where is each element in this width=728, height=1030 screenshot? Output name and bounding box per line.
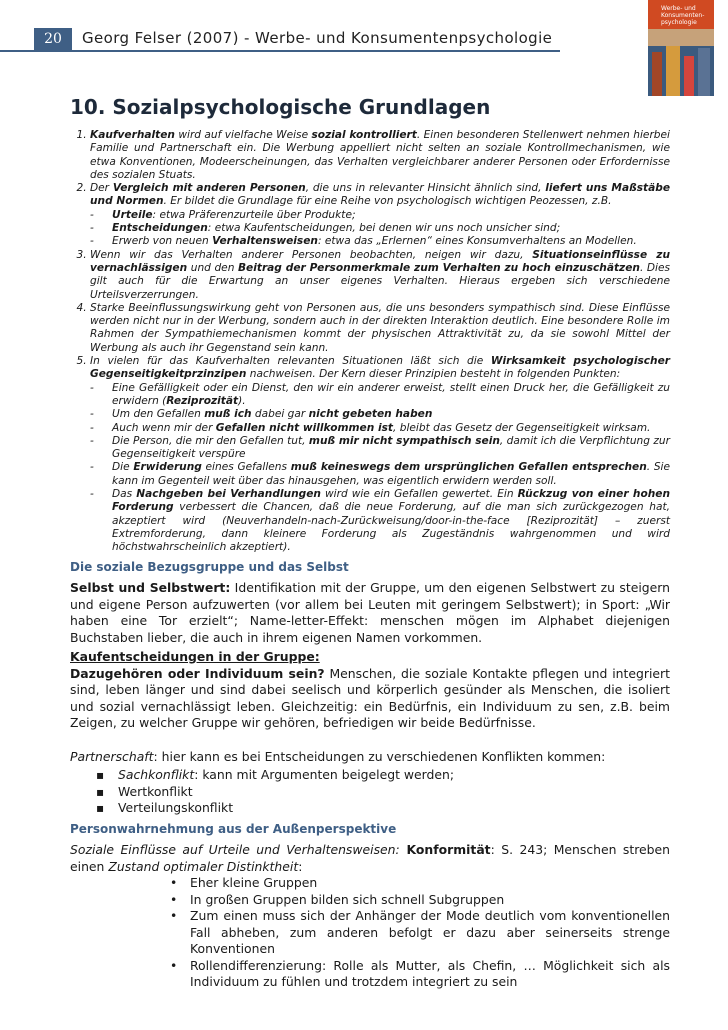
cover-building [684, 56, 694, 96]
summary-list [70, 129, 670, 555]
sub-list-item: - Das Nachgeben bei Verhandlungen wird wie ein Gefallen gewertet. Ein Rückzug von einer hohen Forderung verbessert die Chancen, daß die neue Forderung, auf die man sich zurückgezogen hat, akzeptiert wird (Neuverhandeln-nach-Zurückweisung/door-in-the-face [Reziprozität] – zuerst Extremforderung, dann kleinere Forderung als Zugeständnis wahrgenommen und wird höchstwahrscheinlich akzeptiert). [112, 488, 670, 554]
section-heading: Die soziale Bezugsgruppe und das Selbst [70, 559, 349, 574]
header-rule [0, 50, 560, 52]
sub-list-item: - Eine Gefälligkeit oder ein Dienst, den wir ein anderer erweist, stellt einen Druck her, die Gefälligkeit zu erwidern (Reziprozität). [112, 382, 670, 409]
sub-list-item: - Die Erwiderung eines Gefallens muß keineswegs dem ursprünglichen Gefallen entsprechen. Sie kann im Gegenteil weit über das hinausgehen, was eigentlich erwidern werden soll. [112, 461, 670, 488]
paragraph-partnerschaft: Partnerschaft: hier kann es bei Entscheidungen zu verschiedenen Konflikten kommen: [70, 748, 606, 764]
page-number: 20 [34, 28, 72, 50]
section-social-group [70, 559, 670, 817]
sub-list [90, 382, 670, 555]
list-item: ▪ Wertkonflikt [118, 784, 670, 801]
subheading-kaufentscheidungen: Kaufentscheidungen in der Gruppe: [70, 649, 320, 664]
cover-building [698, 48, 710, 96]
list-item: • Eher kleine Gruppen [190, 875, 670, 892]
page-content [70, 95, 670, 991]
list-item: 5. In vielen für das Kaufverhalten relevanten Situationen läßt sich die Wirksamkeit psychologischer Gegenseitigkeitprzinzipen nachweisen. Der Kern dieser Prinzipien besteht in folgenden Punkten: - Eine Gefälligkeit oder ein Dienst, den wir ein anderer erweist, stellt einen Druck her, die Gefälligkeit zu erwidern (Reziprozität). - Um den Gefallen muß ich dabei gar nicht gebeten haben - Auch wenn mir der Gefallen nicht willkommen ist, bleibt das Gesetz der Gegenseitigkeit wirksam. - Die Person, die mir den Gefallen tut, muß mir nicht sympathisch sein, damit ich die Verpflichtung zur Gegenseitigkeit verspüre - Die Erwiderung eines Gefallens muß keineswegs dem ursprünglichen Gefallen entsprechen. Sie kann im Gegenteil weit über das hinausgehen, was eigentlich erwidern werden soll. - Das Nachgeben bei Verhandlungen wird wie ein Gefallen gewertet. Ein Rückzug von einer hohen Forderung verbessert die Chancen, daß die neue Forderung, auf die man sich zurückgezogen hat, akzeptiert wird (Neuverhandeln-nach-Zurückweisung/door-in-the-face [Reziprozität] – zuerst Extremforderung, dann kleinere Forderung als Zugeständnis wahrgenommen und wird höchstwahrscheinlich akzeptiert). [90, 355, 670, 554]
book-cover-image [648, 0, 714, 96]
list-item: 2. Der Vergleich mit anderen Personen, die uns in relevanter Hinsicht ähnlich sind, liefert uns Maßstäbe und Normen. Er bildet die Grundlage für eine Reihe von psychologisch wichtigen Peozessen, z.B. - Urteile: etwa Präferenzurteile über Produkte; - Entscheidungen: etwa Kaufentscheidungen, bei denen wir uns noch unsicher sind; - Erwerb von neuen Verhaltensweisen: etwa das „Erlernen“ eines Konsumverhaltens an Modellen. [90, 182, 670, 248]
list-item: 3. Wenn wir das Verhalten anderer Personen beobachten, neigen wir dazu, Situationseinflüsse zu vernachlässigen und den Beitrag der Personmerkmale zum Verhalten zu hoch einzuschätzen. Dies gilt auch für die Erwartung an unser eigenes Verhalten. Hieraus ergeben sich verschiedene Urteilsverzerrungen. [90, 249, 670, 302]
list-item: ▪ Sachkonflikt: kann mit Argumenten beigelegt werden; [118, 767, 670, 784]
numbered-list [70, 129, 670, 555]
section-heading: Personwahrnehmung aus der Außenperspektive [70, 821, 397, 836]
sub-list-item: - Urteile: etwa Präferenzurteile über Produkte; [112, 209, 670, 222]
paragraph-selbstwert: Selbst und Selbstwert: Identifikation mit der Gruppe, um den eigenen Selbstwert zu steigern und eigene Person aufzuwerten (vor allem bei Leuten mit geringem Selbstwert); in Sport: „Wir haben eine Tor erzielt“; Name-letter-Effekt: menschen mögen im Alphabet diejenigen Buchstaben lieber, die auch in ihrem eigenen Namen vorkommen. [70, 580, 670, 645]
sub-list-item: - Um den Gefallen muß ich dabei gar nicht gebeten haben [112, 408, 670, 421]
list-item: • In großen Gruppen bilden sich schnell Subgruppen [190, 892, 670, 909]
chapter-title: 10. Sozialpsychologische Grundlagen [70, 95, 491, 119]
list-item: • Rollendifferenzierung: Rolle als Mutter, als Chefin, … Möglichkeit sich als Individuum zu fühlen und trotzdem integriert zu sein [190, 958, 670, 991]
cover-title: Werbe- und Konsumenten- psychologie [661, 5, 705, 26]
sub-list-item: - Die Person, die mir den Gefallen tut, muß mir nicht sympathisch sein, damit ich die Verpflichtung zur Gegenseitigkeit verspüre [112, 435, 670, 462]
list-item: • Zum einen muss sich der Anhänger der Mode deutlich vom konventionellen Fall abheben, zum anderen befolgt er dazu aber seinerseits strenge Konventionen [190, 908, 670, 958]
sub-list-item: - Erwerb von neuen Verhaltensweisen: etwa das „Erlernen“ eines Konsumverhaltens an Modellen. [112, 235, 670, 248]
list-item: 1. Kaufverhalten wird auf vielfache Weise sozial kontrolliert. Einen besonderen Stellenwert nehmen hierbei Familie und Partnerschaft ein. Die Werbung appelliert nicht selten an soziale Kontrollmechanismen, wie etwa Konventionen, Modeerscheinungen, das Verhalten vergleichbarer anderer Personen oder Erfordernisse des sozialen Stuats. [90, 129, 670, 182]
list-item: ▪ Verteilungskonflikt [118, 800, 670, 817]
cover-building [652, 52, 662, 96]
paragraph-konformitaet: Soziale Einflüsse auf Urteile und Verhaltensweisen: Konformität: S. 243; Menschen streben einen Zustand optimaler Distinktheit: [70, 842, 670, 874]
sub-list [90, 209, 670, 249]
conflict-list [70, 767, 670, 817]
section-person-perception [70, 821, 670, 991]
paragraph-dazugehoeren: Dazugehören oder Individuum sein? Menschen, die soziale Kontakte pflegen und integriert sind, leben länger und sind dabei seelisch und körperlich gesünder als Menschen, die isoliert und sozial vernachlässigt leben. Gleichzeitig: ein Bedürfnis, ein Individuum zu sen, z.B. beim Zeigen, zu welcher Gruppe wir gehören, befriedigen wir beide Bedürfnisse. [70, 665, 670, 730]
sub-list-item: - Entscheidungen: etwa Kaufentscheidungen, bei denen wir uns noch unsicher sind; [112, 222, 670, 235]
list-item: 4. Starke Beeinflussungswirkung geht von Personen aus, die uns besonders sympathisch sind. Diese Einflüsse werden nicht nur in der Werbung, sondern auch in der direkten Interaktion deutlich. Eine besondere Rolle im Rahmen der Sympathiemechanismen kommt der physischen Attraktivität zu, da sie sowohl Mittel der Werbung als auch ihr Gegenstand sein kann. [90, 302, 670, 355]
distinctness-list [70, 875, 670, 991]
cover-building [666, 46, 680, 96]
sub-list-item: - Auch wenn mir der Gefallen nicht willkommen ist, bleibt das Gesetz der Gegenseitigkeit wirksam. [112, 422, 670, 435]
running-title: Georg Felser (2007) - Werbe- und Konsumentenpsychologie [82, 29, 553, 47]
